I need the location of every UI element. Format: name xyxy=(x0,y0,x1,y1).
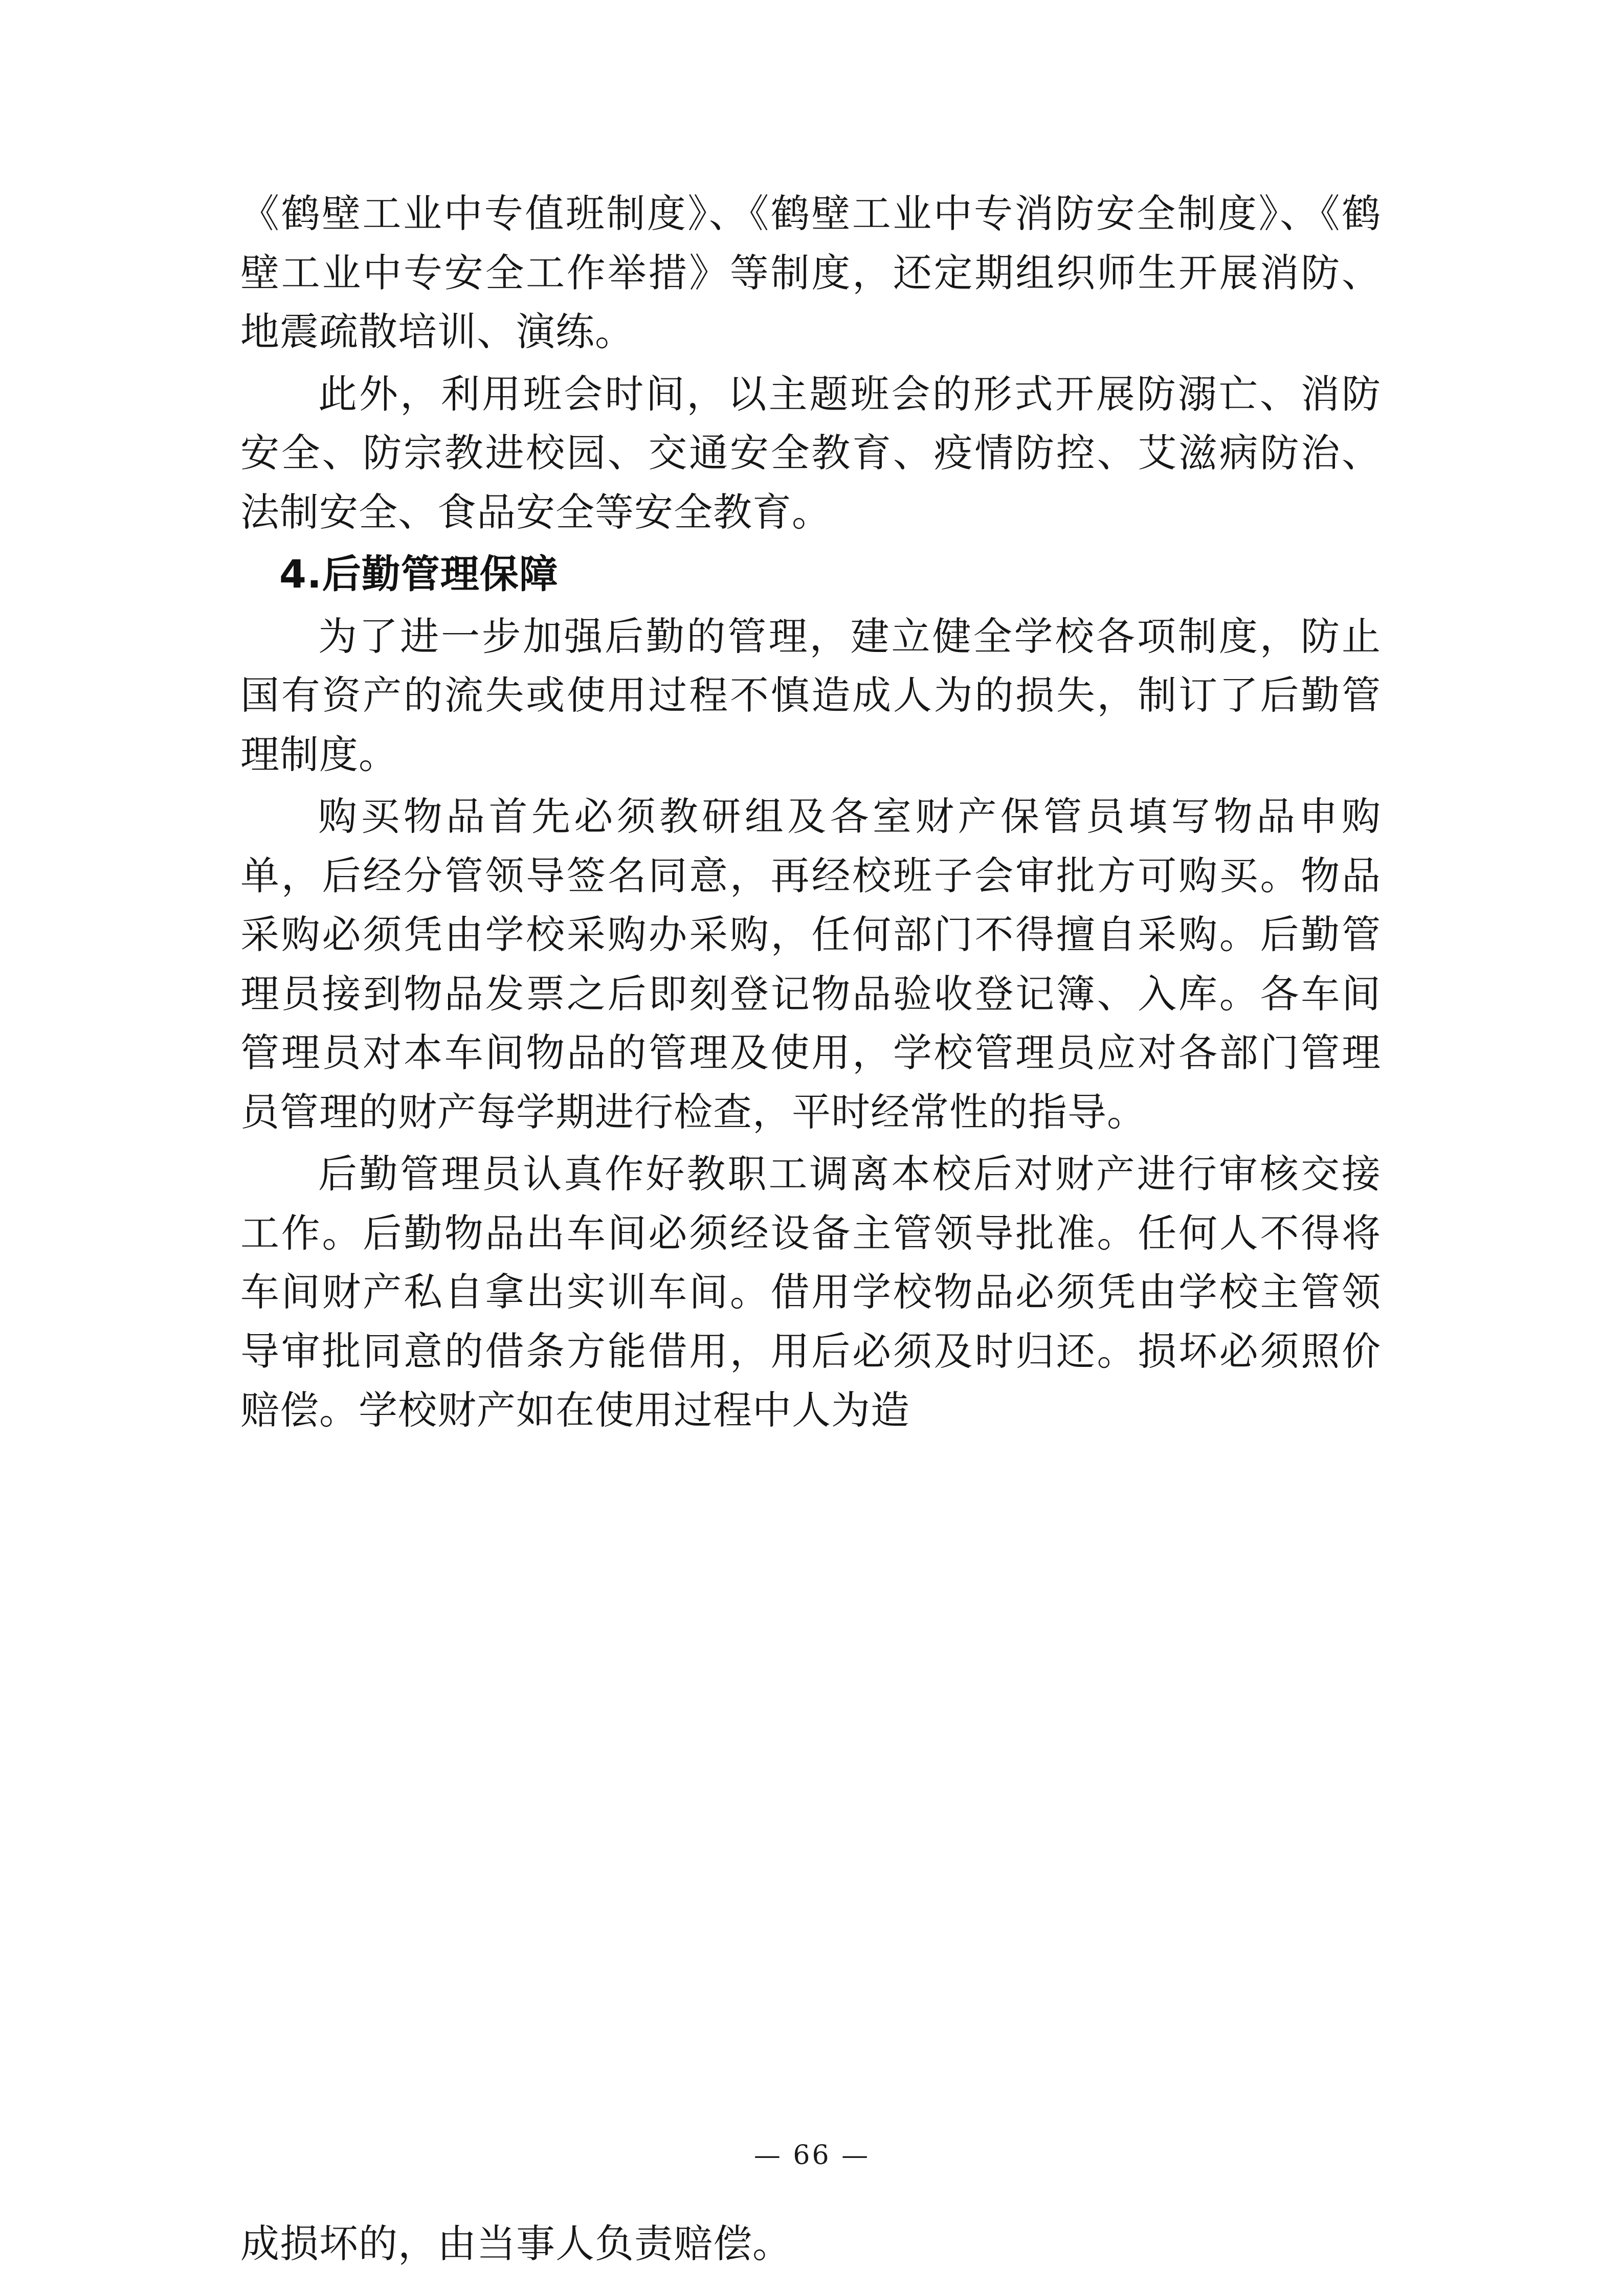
paragraph-logistics-system: 为了进一步加强后勤的管理，建立健全学校各项制度，防止国有资产的流失或使用过程不慎造成人为的损失，制订了后勤管理制度。 xyxy=(240,613,1381,777)
section-heading-logistics: 4.后勤管理保障 xyxy=(279,551,559,597)
paragraph-purchase-procedure: 购买物品首先必须教研组及各室财产保管员填写物品申购单，后经分管领导签名同意，再经校班子会审批方可购买。物品采购必须凭由学校采购办采购，任何部门不得擅自采购。后勤管理员接到物品发票之后即刻登记物品验收登记簿、入库。各车间管理员对本车间物品的管理及使用，学校管理员应对各部门管理员管理的财产每学期进行检查，平时经常性的指导。 xyxy=(240,794,1381,1135)
page-number: — 66 — xyxy=(753,2140,871,2171)
paragraph-class-meeting-education: 此外，利用班会时间，以主题班会的形式开展防溺亡、消防安全、防宗教进校园、交通安全教育、疫情防控、艾滋病防治、法制安全、食品安全等安全教育。 xyxy=(240,371,1381,535)
paragraph-asset-handover: 后勤管理员认真作好教职工调离本校后对财产进行审核交接工作。后勤物品出车间必须经设备主管领导批准。任何人不得将车间财产私自拿出实训车间。借用学校物品必须凭由学校主管领导审批同意的借条方能借用，用后必须及时归还。损坏必须照价赔偿。学校财产如在使用过程中人为造 xyxy=(240,1151,1381,1433)
page-body xyxy=(240,184,1381,1440)
overflow-text-line: 成损坏的，由当事人负责赔偿。 xyxy=(240,2221,792,2266)
paragraph-regulations-list: 《鹤壁工业中专值班制度》、《鹤壁工业中专消防安全制度》、《鹤壁工业中专安全工作举措》等制度，还定期组织师生开展消防、地震疏散培训、演练。 xyxy=(240,191,1381,355)
